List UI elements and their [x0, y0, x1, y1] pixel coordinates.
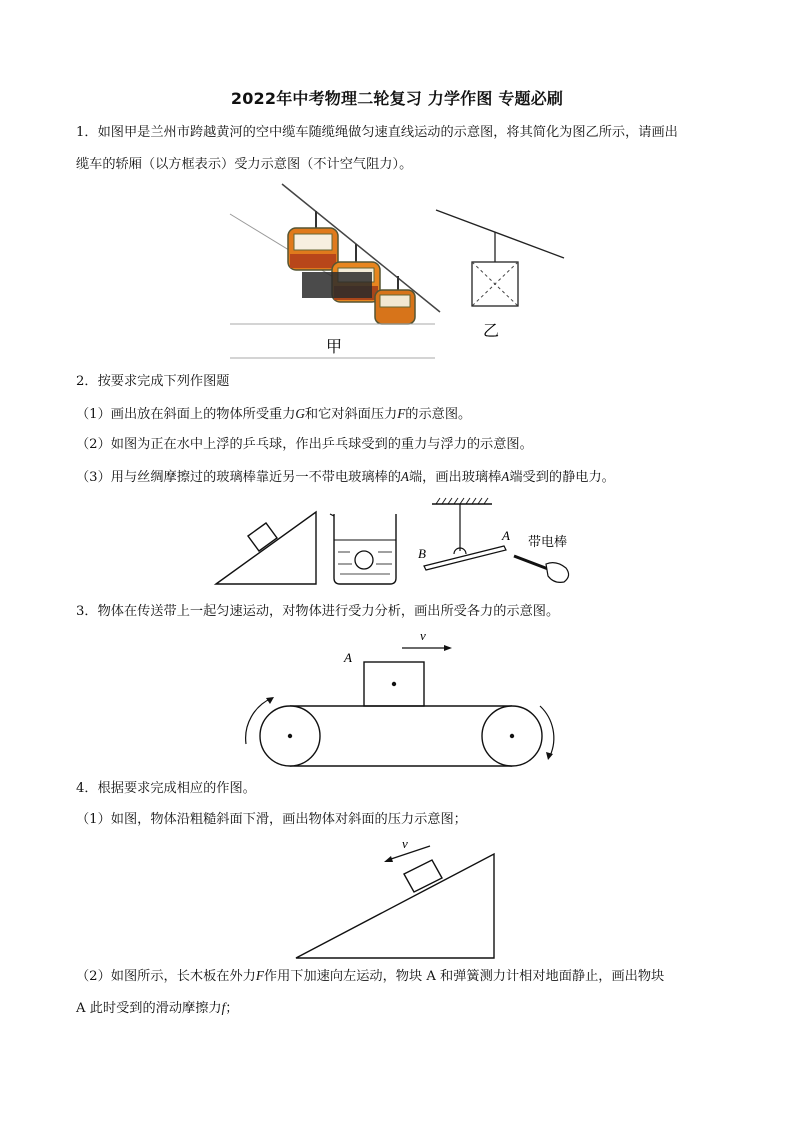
charged-rod-label: 带电棒 [528, 535, 568, 550]
velocity-label: v [420, 628, 426, 643]
figure-label-jia: 甲 [325, 337, 343, 356]
beaker-with-ball [330, 514, 396, 584]
q1-figure-jia [230, 184, 440, 360]
q1-figure-yi [430, 200, 570, 340]
q2-figures [210, 498, 600, 590]
cable-car-cabin-3 [375, 276, 415, 324]
q1-text-line1: 1．如图甲是兰州市跨越黄河的空中缆车随缆绳做匀速直线运动的示意图，将其简化为图乙所示，请画出 [76, 125, 678, 140]
charged-rod-hand [514, 534, 569, 582]
q4-incline-figure [294, 834, 498, 960]
q2-heading: 2．按要求完成下列作图题 [76, 374, 230, 389]
q4-sub2-line2: A 此时受到的滑动摩擦力f； [76, 1000, 239, 1016]
q3-text: 3．物体在传送带上一起匀速运动，对物体进行受力分析，画出所受各力的示意图。 [76, 604, 560, 619]
q2-sub2: （2）如图为正在水中上浮的乒乓球，作出乒乓球受到的重力与浮力的示意图。 [76, 437, 533, 452]
q4-sub2-line1: （2）如图所示，长木板在外力F作用下加速向左运动，物块 A 和弹簧测力计相对地面静止，画出物块 [76, 968, 665, 984]
page-title: 2022年中考物理二轮复习 力学作图 专题必刷 [230, 89, 564, 108]
ping-pong-ball [355, 551, 373, 569]
figure-label-yi: 乙 [482, 321, 500, 340]
sliding-block [404, 860, 442, 892]
cable-car-cabin-1 [288, 211, 338, 270]
q1-text-line2: 缆车的轿厢（以方框表示）受力示意图（不计空气阻力）。 [76, 157, 413, 172]
hanging-glass-rod [418, 498, 510, 570]
incline-with-block [216, 512, 316, 584]
rod-end-label-B: B [418, 546, 426, 561]
q2-sub1: （1）画出放在斜面上的物体所受重力G和它对斜面压力F的示意图。 [76, 406, 472, 422]
q4-sub1: （1）如图，物体沿粗糙斜面下滑，画出物体对斜面的压力示意图； [76, 812, 467, 827]
block-label-A: A [344, 650, 352, 665]
velocity-label-incline: v [402, 836, 408, 851]
rod-end-label-A: A [502, 528, 510, 543]
q2-sub3: （3）用与丝绸摩擦过的玻璃棒靠近另一不带电玻璃棒的A端，画出玻璃棒A端受到的静电力。 [76, 469, 615, 485]
q3-conveyor-figure [234, 626, 564, 776]
q4-heading: 4．根据要求完成相应的作图。 [76, 781, 256, 796]
